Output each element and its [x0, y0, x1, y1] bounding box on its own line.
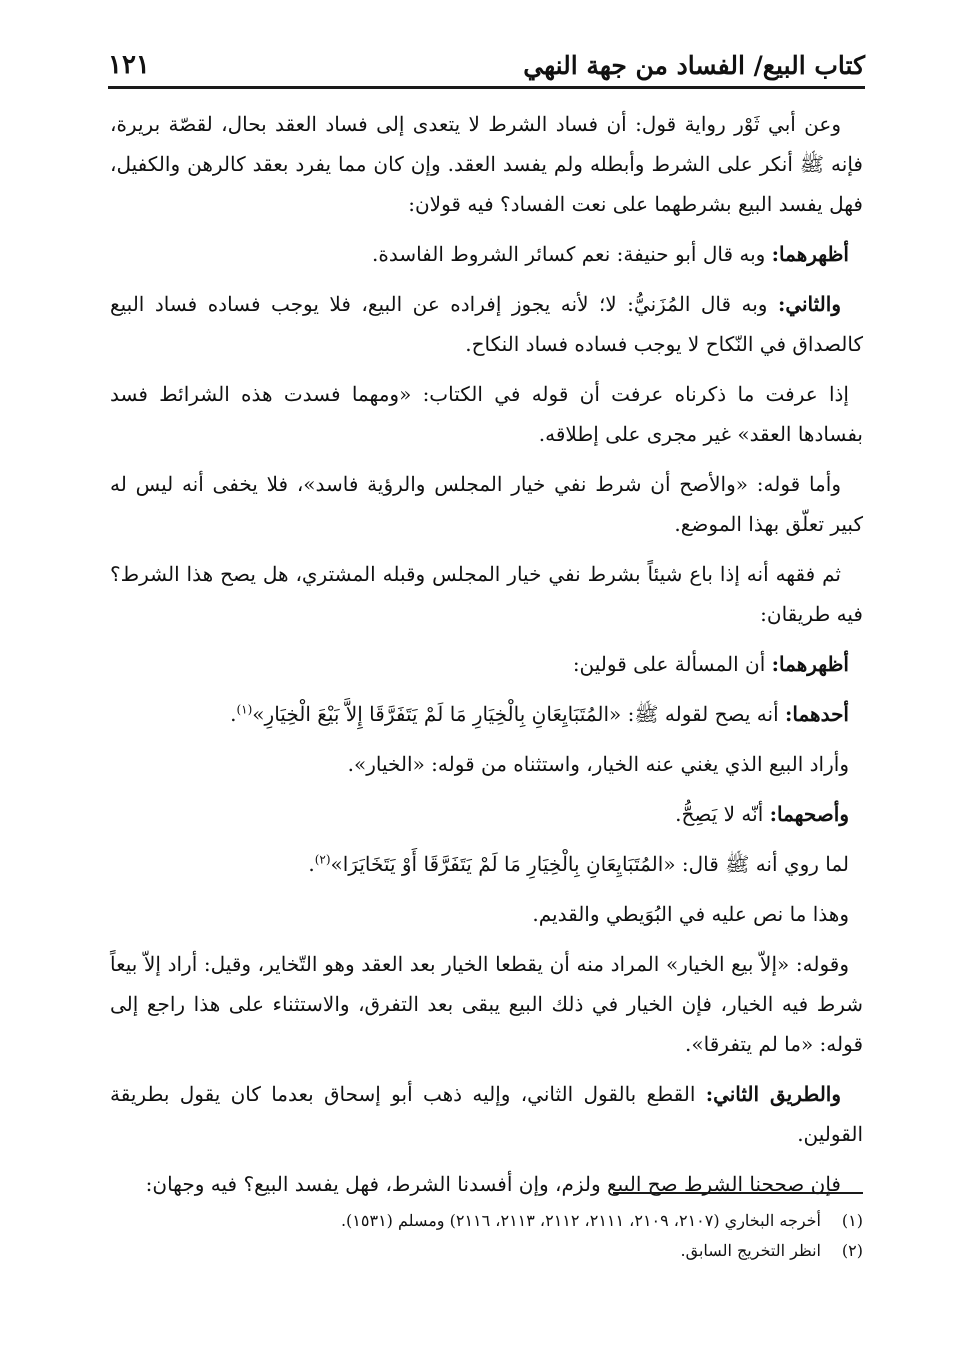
paragraph [110, 104, 863, 224]
footnote-ref: (١) [236, 702, 253, 717]
paragraph-tail: . [308, 852, 315, 876]
paragraph-text: لما روي أنه ﷺ قال: «المُتَبَايِعَانِ بِالْخِيَارِ مَا لَمْ يَتَفَرَّقَا أَوْ يَتَخَايَرَا» [330, 852, 849, 876]
page-number: ١٢١ [108, 50, 150, 80]
paragraph-text: وبه قال المُزَنيُّ: لا؛ لأنه يجوز إفراده عن البيع، فلا يوجب فساده فساد البيع كالصداق في النّكاح لا يوجب فساده فساد النكاح. [110, 292, 863, 356]
paragraph-text: أنّه لا يَصِحُّ. [675, 802, 770, 826]
paragraph [110, 744, 863, 784]
paragraph-lead: وأصحهما: [769, 802, 849, 826]
paragraph-text: وهذا ما نص عليه في البُوَيطي والقديم. [532, 902, 849, 926]
paragraph [110, 794, 863, 834]
footnote-text: أخرجه البخاري (٢١٠٧، ٢١٠٩، ٢١١١، ٢١١٢، ٢١١٣، ٢١١٦) ومسلم (١٥٣١). [340, 1211, 821, 1230]
paragraph-text: وقوله: «إلاّ بيع الخيار» المراد منه أن يقطعا الخيار بعد العقد وهو التّخاير، وقيل: أراد إلاّ بيعاً شرط فيه الخيار، فإن الخيار في ذلك البيع يبقى بعد التفرق، والاستثناء على هذا راجع إلى قوله: «ما لم يتفرقا». [110, 952, 863, 1056]
paragraph-text: ثم فقهه أنه إذا باع شيئاً بشرط نفي خيار المجلس وقبله المشتري، هل يصح هذا الشرط؟ فيه طريقان: [110, 562, 863, 626]
paragraph-text: فإن صححنا الشرط صح البيع ولزم، وإن أفسدنا الشرط، فهل يفسد البيع؟ فيه وجهان: [145, 1172, 841, 1196]
paragraph [110, 894, 863, 934]
footnote [110, 1236, 863, 1266]
paragraph-lead: والطريق الثاني: [705, 1082, 841, 1106]
footnote-divider [613, 1192, 863, 1194]
paragraph [110, 554, 863, 634]
paragraph [110, 464, 863, 544]
footnote-number: (٢) [841, 1241, 863, 1260]
body-text [110, 104, 863, 1214]
paragraph-text: القطع بالقول الثاني، وإليه ذهب أبو إسحاق بعدما كان يقول بطريقة القولين. [110, 1082, 863, 1146]
footnotes [110, 1206, 863, 1266]
running-title: كتاب البيع/ الفساد من جهة النهي [523, 51, 865, 80]
paragraph [110, 944, 863, 1064]
paragraph-lead: أحدهما: [784, 702, 849, 726]
paragraph [110, 284, 863, 364]
paragraph-lead: أظهرهما: [771, 652, 849, 676]
paragraph-lead: والثاني: [777, 292, 841, 316]
paragraph [110, 844, 863, 884]
paragraph [110, 1074, 863, 1154]
paragraph [110, 374, 863, 454]
footnote-text: انظر التخريج السابق. [680, 1241, 821, 1260]
paragraph [110, 694, 863, 734]
paragraph-lead: أظهرهما: [771, 242, 849, 266]
paragraph-text: إذا عرفت ما ذكرناه عرفت أن قوله في الكتاب: «ومهما فسدت هذه الشرائط فسد بفسادها العقد» غير مجرى على إطلاقه. [110, 382, 863, 446]
paragraph-text: أن المسألة على قولين: [572, 652, 772, 676]
paragraph-text: وعن أبي ثَوْر رواية قول: أن فساد الشرط لا يتعدى إلى فساد العقد بحال، لقصّة بريرة، فإنه ﷺ أنكر على الشرط وأبطله ولم يفسد العقد. وإن كان مما يفرد بعقد كالرهن والكفيل، فهل يفسد البيع بشرطهما على نعت الفساد؟ فيه قولان: [110, 112, 863, 216]
footnote-number: (١) [841, 1211, 863, 1230]
footnote [110, 1206, 863, 1236]
footnote-ref: (٢) [314, 852, 331, 867]
paragraph [110, 1164, 863, 1204]
page-header [108, 28, 865, 89]
paragraph [110, 234, 863, 274]
paragraph-text: وأما قوله: «والأصح أن شرط نفي خيار المجلس والرؤية فاسد»، فلا يخفى أنه ليس له كبير تعلّق بهذا الموضع. [110, 472, 863, 536]
paragraph-tail: . [230, 702, 237, 726]
paragraph-text: أنه يصح لقوله ﷺ: «المُتَبَايِعَانِ بِالْخِيَارِ مَا لَمْ يَتَفَرَّقَا إِلاَّ بَيْعَ الْخِيَارِ» [252, 702, 785, 726]
paragraph-text: وأراد البيع الذي يغني عنه الخيار، واستثناه من قوله: «الخيار». [347, 752, 849, 776]
paragraph [110, 644, 863, 684]
paragraph-text: وبه قال أبو حنيفة: نعم كسائر الشروط الفاسدة. [371, 242, 772, 266]
